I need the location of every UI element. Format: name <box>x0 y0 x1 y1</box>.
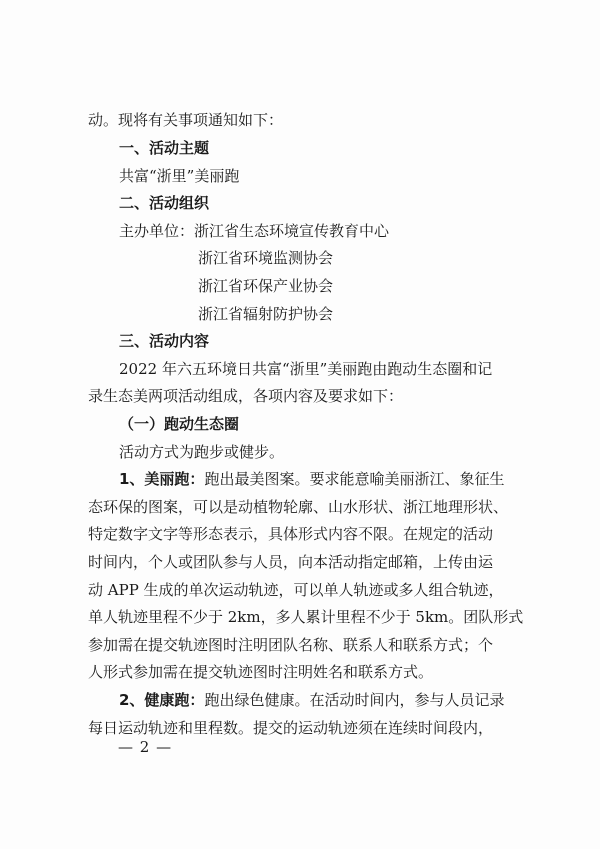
subsection-heading: （一）跑动生态圈 <box>119 415 240 433</box>
body-line: 动 APP 生成的单次运动轨迹，可以单人轨迹或多人组合轨迹， <box>88 581 504 599</box>
section-heading-theme: 一、活动主题 <box>119 139 210 157</box>
body-line: 活动方式为跑步或健步。 <box>119 443 285 461</box>
body-line: 动。现将有关事项通知如下： <box>88 111 284 129</box>
body-line: 时间内，个人或团队参与人员，向本活动指定邮箱，上传由运 <box>88 553 494 571</box>
body-line: 特定数字文字等形态表示，具体形式内容不限。在规定的活动 <box>88 525 494 543</box>
item-lead: 1、美丽跑： <box>119 470 205 488</box>
item-lead: 2、健康跑： <box>119 691 205 709</box>
body-line: 人形式参加需在提交轨迹图时注明姓名和联系方式。 <box>88 663 434 681</box>
section-heading-organization: 二、活动组织 <box>119 194 210 212</box>
body-line: 共富“浙里”美丽跑 <box>119 167 240 185</box>
section-heading-content: 三、活动内容 <box>119 332 210 350</box>
page-number: — 2 — <box>118 738 173 756</box>
body-line: 每日运动轨迹和里程数。提交的运动轨迹须在连续时间段内， <box>88 719 494 737</box>
body-line: 单人轨迹里程不少于 2km，多人累计里程不少于 5km。团队形式 <box>88 608 524 626</box>
body-line <box>119 690 504 710</box>
organizer-item: 浙江省环保产业协会 <box>198 277 334 295</box>
item-text: 跑出绿色健康。在活动时间内，参与人员记录 <box>204 691 505 709</box>
organizer-line: 主办单位：浙江省生态环境宣传教育中心 <box>119 222 390 240</box>
item-text: 跑出最美图案。要求能意喻美丽浙江、象征生 <box>204 470 505 488</box>
body-line: 录生态美两项活动组成，各项内容及要求如下： <box>88 387 404 405</box>
organizer-item: 浙江省环境监测协会 <box>198 249 334 267</box>
body-line: 2022 年六五环境日共富“浙里”美丽跑由跑动生态圈和记 <box>119 360 493 378</box>
body-line: 参加需在提交轨迹图时注明团队名称、联系人和联系方式；个 <box>88 636 494 654</box>
organizer-item: 浙江省辐射防护协会 <box>198 305 334 323</box>
body-line: 态环保的图案，可以是动植物轮廓、山水形状、浙江地理形状、 <box>88 498 509 516</box>
body-line <box>119 469 504 489</box>
